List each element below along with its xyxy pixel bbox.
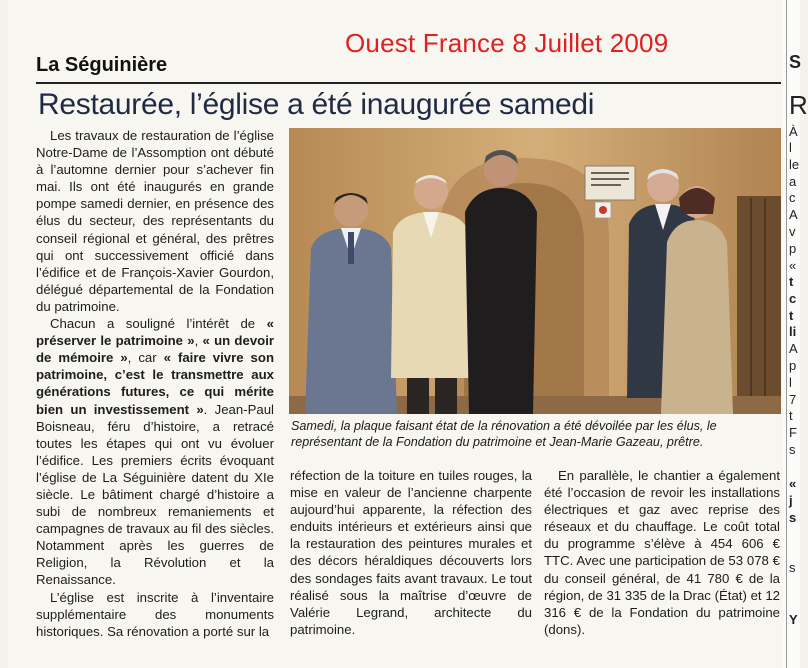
strip-letter: t xyxy=(789,308,794,323)
strip-letter: « xyxy=(789,476,797,491)
strip-letter: a xyxy=(789,174,797,189)
strip-letter: F xyxy=(789,425,797,440)
strip-letter: t xyxy=(789,408,793,423)
strip-letter: s xyxy=(789,510,797,525)
strip-letter: p xyxy=(789,358,797,373)
paragraph-3: L’église est inscrite à l’inventaire supplémentaire des monuments historiques. Sa rénovation a porté sur la xyxy=(36,589,274,639)
paragraph-1: Les travaux de restauration de l’église Notre-Dame de l’Assomption ont débuté à l’automne dernier pour s’achever fin mai. Ils ont été inaugurés en grande pompe samedi dernier, en présence des élus du secteur, des représentants du conseil régional et général, des prêtres qui ont successivement officié dans l’édifice et de François-Xavier Gourdon, délégué départemental de la Fondation du patrimoine. xyxy=(36,128,274,314)
strip-letter: t xyxy=(789,274,794,289)
strip-letter: v xyxy=(789,224,796,239)
strip-letter: le xyxy=(789,157,800,172)
article-headline: Restaurée, l’église a été inaugurée samedi xyxy=(38,88,595,121)
strip-letter: j xyxy=(789,493,793,508)
strip-letter: A xyxy=(789,207,798,222)
adjacent-article-strip xyxy=(783,0,808,668)
strip-letter: A xyxy=(789,341,798,356)
strip-letter: c xyxy=(789,291,797,306)
photo-illustration xyxy=(289,128,781,414)
paragraph-2: Chacun a souligné l’intérêt de « préserver le patrimoine », « un devoir de mémoire », car « faire vivre son patrimoine, c’est le transmettre aux générations futures, ce qui mérite bien un investissement ». Jean-Paul Boisneau, féru d’histoire, a retracé toutes les étapes qui ont vu évoluer l’édifice. Les premiers écrits évoquant l’église de La Séguinière datent du XIe siècle. Le bâtiment chargé d’histoire a subi de nombreux remaniements et campagnes de travaux au fil des siècles. Notamment après les guerres de Religion, la Révolution et la Renaissance. xyxy=(36,316,275,588)
strip-letter: p xyxy=(789,241,797,256)
article-column-2 xyxy=(290,467,532,638)
strip-letter: li xyxy=(789,324,797,339)
strip-letter: s xyxy=(789,442,796,457)
strip-letter: Y xyxy=(789,612,798,627)
strip-letter: l xyxy=(789,375,792,390)
section-rule xyxy=(36,82,781,84)
strip-letter: À xyxy=(789,124,798,139)
article-column-1 xyxy=(36,127,274,640)
photo-caption: Samedi, la plaque faisant état de la rénovation a été dévoilée par les élus, le représentant de la Fondation du patrimoine et Jean-Marie Gazeau, prêtre. xyxy=(291,419,717,449)
section-title: La Séguinière xyxy=(36,54,168,76)
column-rule xyxy=(786,0,787,668)
paragraph-col2: réfection de la toiture en tuiles rouges, la mise en valeur de l’ancienne charpente aujourd’hui apparente, la réfection des enduits intérieurs et extérieurs ainsi que la restauration des peintures murales et des décors héraldiques découverts lors des sondages faits avant travaux. Le tout réalisé sous la maîtrise d’œuvre de Valérie Legrand, architecte du patrimoine. xyxy=(290,468,532,637)
article-photo xyxy=(289,128,781,414)
strip-letter: c xyxy=(789,190,796,205)
strip-letter: s xyxy=(789,560,796,575)
strip-letter: l xyxy=(789,140,792,155)
paragraph-col3: En parallèle, le chantier a également été l’occasion de revoir les installations électriques et gaz avec reprise des réseaux et du chauffage. Le coût total du programme s’élève à 454 606 € TTC. Avec une participation de 53 078 € du conseil général, de 41 780 € de la région, de 31 335 de la Drac (État) et 12 316 € de la Fondation du patrimoine (dons). xyxy=(544,468,780,637)
strip-letter: R xyxy=(789,90,808,120)
strip-letter: « xyxy=(789,258,797,273)
source-label: Ouest France 8 Juillet 2009 xyxy=(345,28,669,58)
strip-letter: S xyxy=(789,52,802,72)
strip-letter: 7 xyxy=(789,392,797,407)
article-column-3 xyxy=(544,467,780,638)
